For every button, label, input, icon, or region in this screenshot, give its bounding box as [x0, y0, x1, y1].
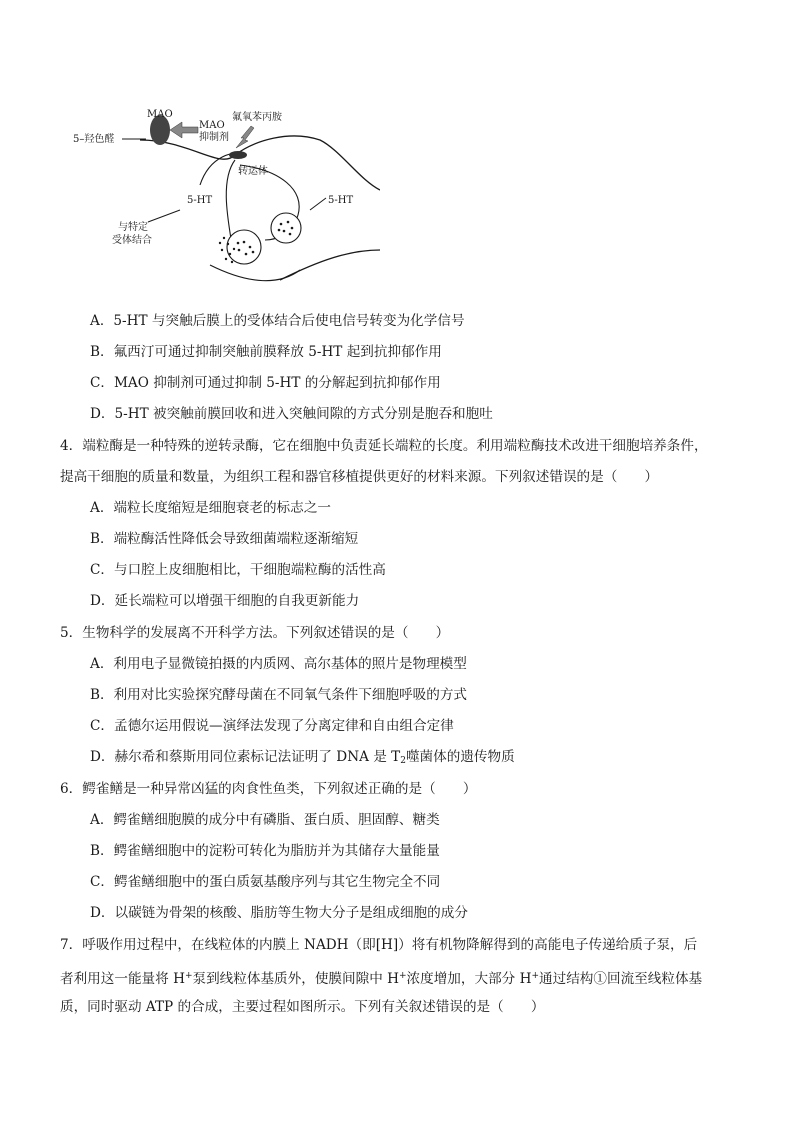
- q4-stem-line-2: 提高干细胞的质量和数量，为组织工程和器官移植提供更好的材料来源。下列叙述错误的是（ ）: [60, 469, 659, 485]
- receptor-arrow: [148, 210, 180, 222]
- q6-stem: 6．鳄雀鳝是一种异常凶猛的肉食性鱼类，下列叙述正确的是（ ）: [60, 781, 477, 797]
- q5-option-c: C．孟德尔运用假说—演绎法发现了分离定律和自由组合定律: [90, 718, 454, 734]
- ht-right-label: 5-HT: [328, 195, 354, 206]
- q7-sup-1: +: [184, 971, 193, 981]
- transporter-protein: [229, 151, 247, 159]
- q6-option-c: C．鳄雀鳝细胞中的蛋白质氨基酸序列与其它生物完全不同: [90, 874, 441, 890]
- q4-option-a: A．端粒长度缩短是细胞衰老的标志之一: [90, 500, 331, 516]
- q7-stem-line-3: 质，同时驱动 ATP 的合成，主要过程如图所示。下列有关叙述错误的是（ ）: [60, 999, 545, 1015]
- q5-option-d-subscript: 2: [400, 756, 406, 766]
- q6-option-d: D．以碳链为骨架的核酸、脂肪等生物大分子是组成细胞的成分: [90, 905, 468, 921]
- q6-option-b: B．鳄雀鳝细胞中的淀粉可转化为脂肪并为其储存大量能量: [90, 843, 440, 859]
- q5-option-d-text: D．赫尔希和蔡斯用同位素标记法证明了 DNA 是 T: [90, 749, 401, 765]
- hydroxyindole-label: 5–羟色醛: [73, 134, 115, 145]
- mao-inhibitor-label-2: 抑制剂: [199, 132, 229, 143]
- q7-stem-line-1: 7．呼吸作用过程中，在线粒体的内膜上 NADH（即[H]）将有机物降解得到的高能电子传递给质子泵，后: [60, 937, 698, 953]
- q7-text-d: 通过结构①回流至线粒体基: [539, 971, 703, 987]
- q3-option-b: B．氟西汀可通过抑制突触前膜释放 5-HT 起到抗抑郁作用: [90, 344, 442, 360]
- mao-inhibitor-label: MAO: [199, 120, 225, 131]
- q5-option-d: [90, 748, 780, 770]
- transporter-label: 转运体: [238, 166, 268, 177]
- synapse-diagram: [60, 100, 380, 300]
- q7-sup-3: +: [531, 971, 540, 981]
- vesicle-right: [271, 213, 301, 243]
- q7-stem-line-2: [60, 967, 750, 988]
- q7-text-a: 者利用这一能量将 H: [60, 971, 185, 987]
- fluoxetine-label: 氟氧苯丙胺: [232, 112, 282, 123]
- q3-option-c: C．MAO 抑制剂可通过抑制 5-HT 的分解起到抗抑郁作用: [90, 375, 441, 391]
- q3-option-a: A．5-HT 与突触后膜上的受体结合后使电信号转变为化学信号: [90, 313, 465, 329]
- bottom-curve: [210, 265, 300, 281]
- q5-option-d-text-2: 噬菌体的遗传物质: [405, 749, 515, 765]
- ht-left-label: 5-HT: [187, 195, 213, 206]
- q4-option-b: B．端粒酶活性降低会导致细菌端粒逐渐缩短: [90, 531, 359, 547]
- reuptake-path: [226, 160, 235, 245]
- q5-stem: 5．生物科学的发展离不开科学方法。下列叙述错误的是（ ）: [60, 625, 450, 641]
- q4-option-c: C．与口腔上皮细胞相比，干细胞端粒酶的活性高: [90, 562, 386, 578]
- q5-option-b: B．利用对比实验探究酵母菌在不同氧气条件下细胞呼吸的方式: [90, 687, 468, 703]
- q4-option-d: D．延长端粒可以增强干细胞的自我更新能力: [90, 593, 360, 609]
- mao-label: MAO: [147, 109, 173, 120]
- q5-option-a: A．利用电子显微镜拍摄的内质网、高尔基体的照片是物理模型: [90, 656, 467, 672]
- receptor-label-1: 与特定: [118, 222, 148, 233]
- ht-right-arrow: [310, 198, 326, 210]
- mao-inhibitor-arrow: [170, 122, 198, 138]
- vesicle-fusing: [227, 230, 261, 264]
- q4-stem-line-1: 4．端粒酶是一种特殊的逆转录酶，它在细胞中负责延长端粒的长度。利用端粒酶技术改进干细胞培养条件，: [60, 438, 708, 454]
- q6-option-a: A．鳄雀鳝细胞膜的成分中有磷脂、蛋白质、胆固醇、糖类: [90, 812, 440, 828]
- q3-option-d: D．5-HT 被突触前膜回收和进入突触间隙的方式分别是胞吞和胞吐: [90, 406, 493, 422]
- q7-sup-2: +: [398, 971, 407, 981]
- postsynaptic-membrane: [280, 250, 380, 280]
- q7-text-c: 浓度增加，大部分 H: [406, 971, 532, 987]
- receptor-label-2: 受体结合: [112, 235, 152, 246]
- q7-text-b: 泵到线粒体基质外，使膜间隙中 H: [192, 971, 399, 987]
- presynaptic-membrane: [140, 136, 380, 190]
